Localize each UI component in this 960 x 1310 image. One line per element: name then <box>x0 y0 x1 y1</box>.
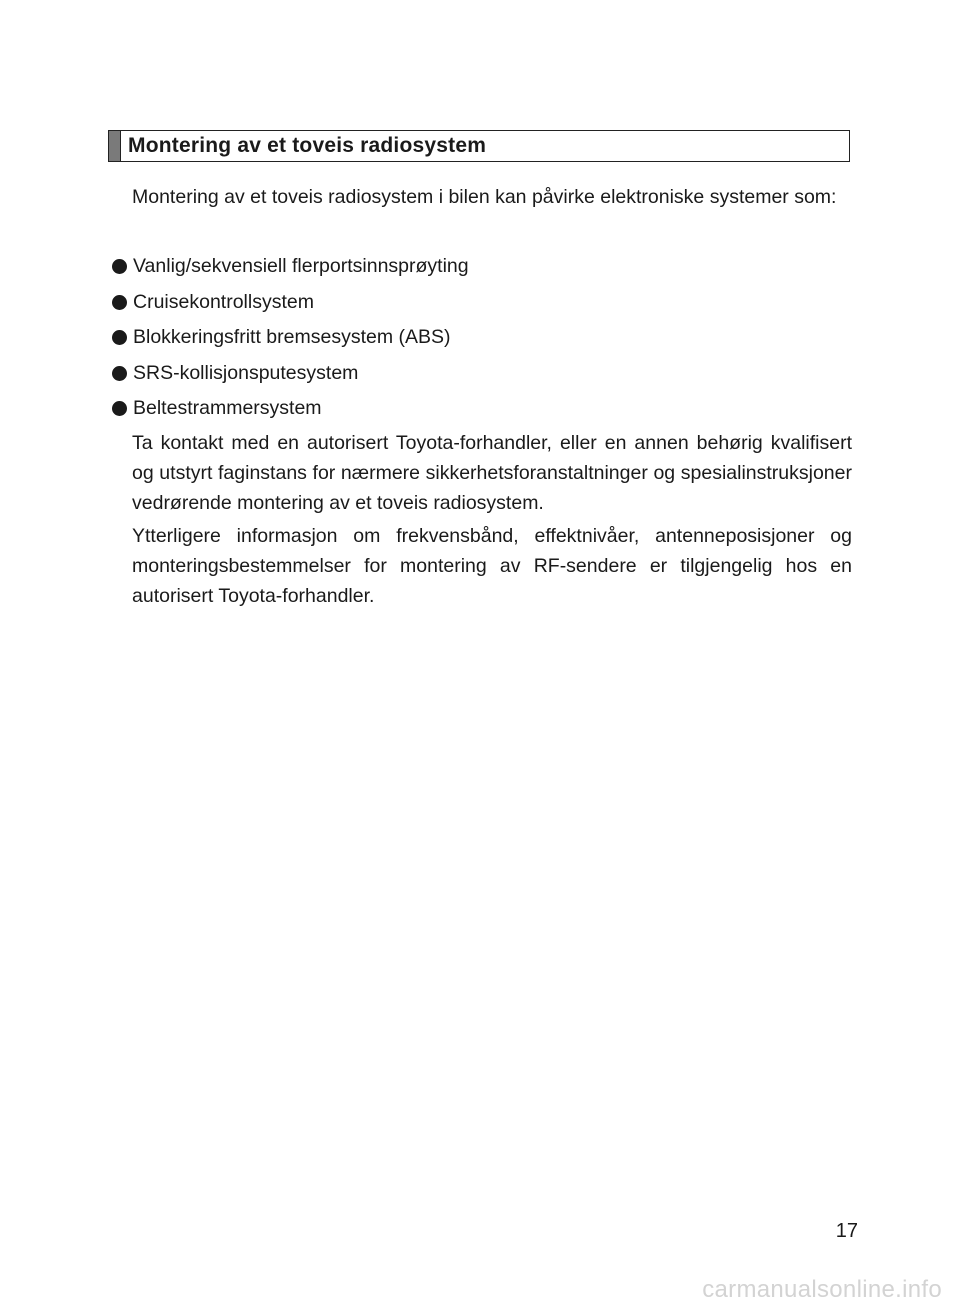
bullet-dot-icon <box>112 259 127 274</box>
page-number: 17 <box>835 1220 858 1242</box>
list-item <box>112 320 469 356</box>
list-item-text: Cruisekontrollsystem <box>133 290 314 313</box>
bullet-dot-icon <box>112 295 127 310</box>
bullet-dot-icon <box>112 401 127 416</box>
list-item <box>112 356 469 392</box>
info-paragraph: Ytterligere informasjon om frekvensbånd, effektnivåer, antenneposisjoner og monteringsbestemmelser for montering av RF-sendere er tilgjengelig hos en autorisert Toyota-forhandler. <box>132 525 852 607</box>
list-item-text: SRS-kollisjonsputesystem <box>133 361 359 384</box>
list-item-text: Vanlig/sekvensiell flerportsinnsprøyting <box>133 255 469 278</box>
bullet-dot-icon <box>112 330 127 345</box>
list-item-text: Beltestrammersystem <box>133 397 322 420</box>
section-title: Montering av et toveis radiosystem <box>128 134 487 157</box>
section-header <box>108 130 850 162</box>
intro-paragraph: Montering av et toveis radiosystem i bilen kan påvirke elektroniske systemer som: <box>132 186 837 208</box>
list-item <box>112 391 469 427</box>
list-item <box>112 249 469 285</box>
contact-paragraph: Ta kontakt med en autorisert Toyota-forhandler, eller en annen behørig kvalifisert og utstyrt faginstans for nærmere sikkerhetsforanstaltninger og spesialinstruksjoner vedrørende montering av et toveis radiosystem. <box>132 432 852 514</box>
list-item <box>112 285 469 321</box>
watermark: carmanualsonline.info <box>702 1276 942 1303</box>
section-header-accent-bar <box>109 131 121 161</box>
bullet-dot-icon <box>112 366 127 381</box>
list-item-text: Blokkeringsfritt bremsesystem (ABS) <box>133 326 451 349</box>
bullet-list <box>112 249 469 427</box>
